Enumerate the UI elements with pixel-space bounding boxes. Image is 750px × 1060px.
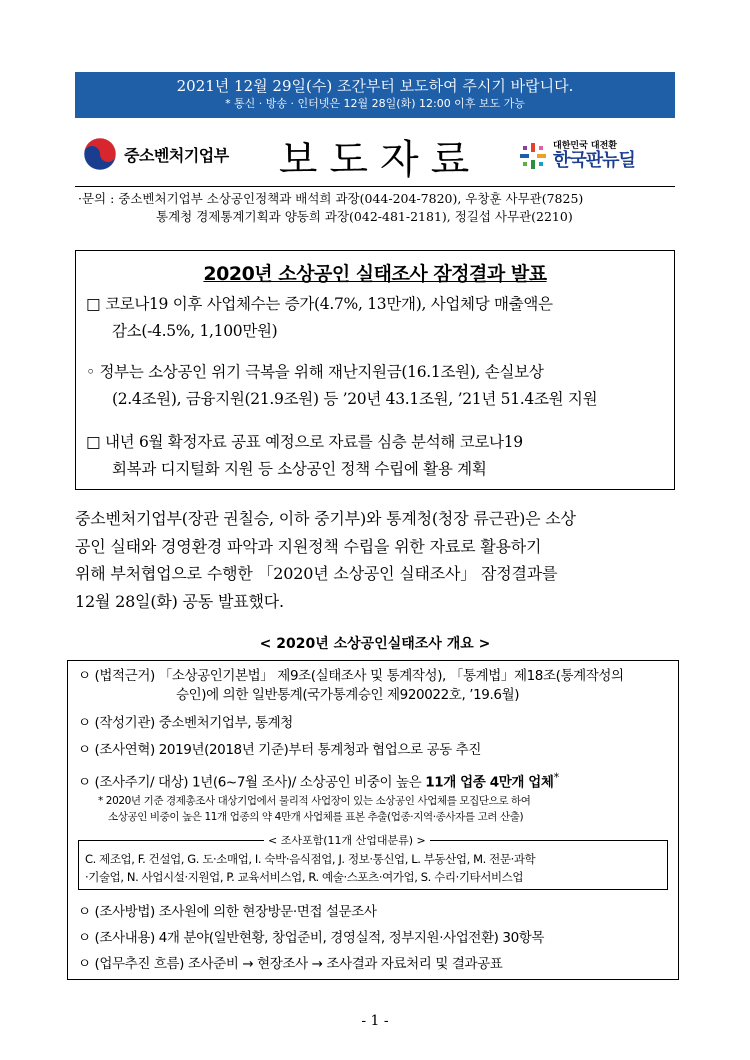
summary-item-2-line-2: (2.4조원), 금융지원(21.9조원) 등 ’20년 43.1조원, ’21년 51.4조원 지원	[112, 390, 598, 408]
taegeuk-emblem-icon	[82, 136, 118, 172]
summary-item-3-line-2: 회복과 디지털화 지원 등 소상공인 정책 수립에 활용 계획	[112, 460, 487, 478]
header-divider	[75, 186, 675, 187]
embargo-line-1: 2021년 12월 29일(수) 조간부터 보도하여 주시기 바랍니다.	[176, 77, 574, 95]
body-line-3: 위해 부처협업으로 수행한 「2020년 소상공인 실태조사」 잠정결과를	[75, 564, 558, 583]
overview-content: ㅇ (조사내용) 4개 분야(일반현황, 창업준비, 경영실적, 정부지원·사업전환) 30항목	[78, 930, 545, 946]
overview-method: ㅇ (조사방법) 조사원에 의한 현장방문·면접 설문조사	[78, 904, 377, 920]
scope-line-1: C. 제조업, F. 건설업, G. 도·소매업, I. 숙박·음식점업, J. 정보·통신업, L. 부동산업, M. 전문·과학	[85, 852, 536, 866]
scope-line-2: ·기술업, N. 사업시설·지원업, P. 교육서비스업, R. 예술·스포츠·여가업, S. 수리·기타서비스업	[85, 870, 524, 884]
contact-info	[78, 190, 678, 226]
cycle-footnote-mark: *	[553, 771, 559, 784]
ministry-name: 중소벤처기업부	[124, 145, 229, 165]
embargo-banner	[75, 72, 675, 118]
body-line-2: 공인 실태와 경영환경 파악과 지원정책 수립을 위한 자료로 활용하기	[75, 536, 542, 556]
summary-headline: 2020년 소상공인 실태조사 잠정결과 발표	[203, 263, 547, 285]
note-line-2: 소상공인 비중이 높은 11개 업종의 약 4만개 사업체를 표본 추출(업종·지역·종사자를 고려 산출)	[108, 811, 524, 823]
embargo-line-2: * 통신 · 방송 · 인터넷은 12월 28일(화) 12:00 이후 보도 가능	[225, 97, 525, 110]
body-paragraph	[75, 505, 675, 615]
summary-box	[75, 250, 675, 490]
summary-item-plan	[86, 429, 666, 483]
press-release-title: 보도자료	[278, 137, 482, 183]
scope-label: < 조사포함(11개 산업대분류) >	[264, 832, 430, 848]
contact-line-1: ·문의 : 중소벤처기업부 소상공인정책과 배석희 과장(044-204-7820), 우창훈 사무관(7825)	[78, 191, 584, 206]
new-deal-slogan: 대한민국 대전환	[553, 141, 617, 151]
legal-line-2: 승인)에 의한 일반통계(국가통계승인 제920022호, ’19.6월)	[176, 687, 520, 703]
overview-title: < 2020년 소상공인실태조사 개요 >	[259, 636, 491, 652]
summary-item-3-line-1: □ 내년 6월 확정자료 공표 예정으로 자료를 심층 분석해 코로나19	[86, 433, 523, 451]
summary-item-2-line-1: ◦ 정부는 소상공인 위기 극복을 위해 재난지원금(16.1조원), 손실보상	[86, 363, 544, 381]
contact-line-2: 통계청 경제통계기획과 양동희 과장(042-481-2181), 정길섭 사무관(2210)	[156, 209, 573, 224]
ministry-logo	[82, 132, 229, 176]
note-line-1: * 2020년 기준 경제총조사 대상기업에서 물리적 사업장이 있는 소상공인 사업체를 모집단으로 하여	[98, 795, 531, 807]
page-number: - 1 -	[361, 1013, 389, 1029]
summary-item-1-line-2: 감소(-4.5%, 1,100만원)	[112, 322, 278, 340]
overview-history: ㅇ (조사연혁) 2019년(2018년 기준)부터 통계청과 협업으로 공동 추진	[78, 742, 481, 758]
cycle-target: 11개 업종 4만개 업체	[425, 774, 554, 791]
overview-legal-basis	[78, 667, 668, 705]
legal-line-1: ㅇ (법적근거) 「소상공인기본법」 제9조(실태조사 및 통계작성), 「통계법」제18조(통계작성의	[78, 668, 624, 684]
survey-scope-box	[78, 834, 668, 890]
body-line-1: 중소벤처기업부(장관 권칠승, 이하 중기부)와 통계청(청장 류근관)은 소상	[75, 509, 576, 528]
scope-text	[85, 850, 663, 886]
overview-box	[67, 660, 679, 980]
body-line-4: 12월 28일(화) 공동 발표했다.	[75, 591, 284, 611]
overview-cycle	[78, 768, 668, 793]
overview-agency: ㅇ (작성기관) 중소벤처기업부, 통계청	[78, 715, 293, 731]
cycle-note	[98, 793, 673, 825]
new-deal-logo	[518, 136, 635, 176]
overview-flow: ㅇ (업무추진 흐름) 조사준비 → 현장조사 → 조사결과 자료처리 및 결과공표	[78, 956, 503, 972]
summary-item-government-support	[86, 359, 666, 413]
new-deal-emblem-icon	[518, 141, 548, 171]
summary-item-1-line-1: □ 코로나19 이후 사업체수는 증가(4.7%, 13만개), 사업체당 매출액은	[86, 295, 553, 313]
summary-item-business-count	[86, 291, 666, 345]
new-deal-name: 한국판뉴딜	[553, 150, 635, 171]
cycle-prefix: ㅇ (조사주기/ 대상) 1년(6~7월 조사)/ 소상공인 비중이 높은	[78, 774, 426, 791]
